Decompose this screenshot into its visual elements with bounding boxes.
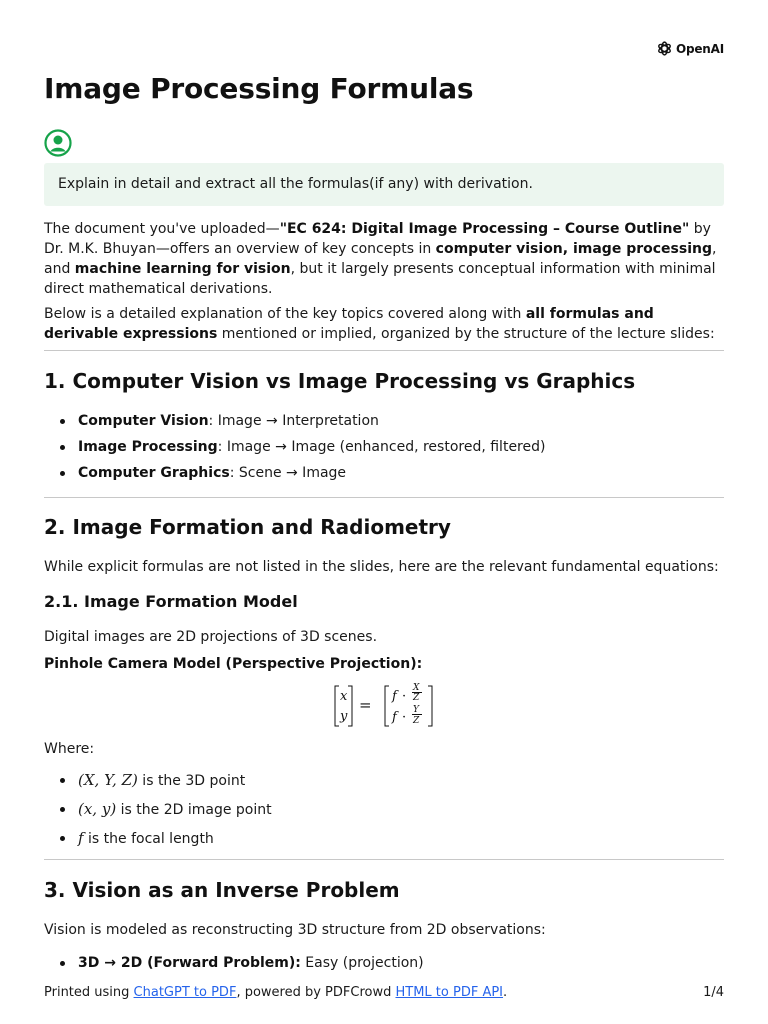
chatgpt-to-pdf-link[interactable]: ChatGPT to PDF bbox=[133, 985, 237, 1000]
divider bbox=[44, 350, 724, 351]
svg-text:Z: Z bbox=[413, 693, 420, 703]
svg-text:Z: Z bbox=[413, 716, 420, 726]
intro-paragraph: The document you've uploaded—"EC 624: Digital Image Processing – Course Outline" by Dr. M.K. Bhuyan—offers an overview of key concepts in computer vision, image processing, and machine learning for vision, but it largely presents conceptual information with minimal direct mathematical derivations. bbox=[44, 221, 717, 297]
svg-text:x: x bbox=[340, 689, 348, 704]
section-2-list bbox=[44, 770, 272, 849]
section-1-heading: 1. Computer Vision vs Image Processing vs Graphics bbox=[44, 369, 636, 393]
svg-text:X: X bbox=[413, 683, 420, 693]
openai-logo bbox=[656, 40, 724, 57]
section-3-text: Vision is modeled as reconstructing 3D structure from 2D observations: bbox=[44, 922, 546, 938]
subsection-heading: 2.1. Image Formation Model bbox=[44, 592, 298, 611]
list-item: 3D → 2D (Forward Problem): Easy (projection) bbox=[78, 955, 424, 971]
subsection-text: Digital images are 2D projections of 3D scenes. bbox=[44, 629, 378, 645]
section-3-list bbox=[44, 953, 424, 973]
user-avatar bbox=[44, 129, 72, 161]
openai-icon bbox=[656, 40, 673, 57]
list-item: (x, y) is the 2D image point bbox=[78, 800, 272, 818]
section-2-text: While explicit formulas are not listed in the slides, here are the relevant fundamental equations: bbox=[44, 559, 719, 575]
svg-text:y: y bbox=[340, 709, 348, 724]
svg-text:Y: Y bbox=[413, 705, 419, 715]
brand-name: OpenAI bbox=[675, 41, 724, 56]
list-item: Computer Vision: Image → Interpretation bbox=[78, 411, 545, 431]
svg-text:f: f bbox=[392, 689, 397, 704]
svg-text:·: · bbox=[402, 710, 407, 725]
svg-text:·: · bbox=[402, 689, 407, 704]
where-label: Where: bbox=[44, 741, 95, 757]
list-item: (X, Y, Z) is the 3D point bbox=[78, 770, 272, 791]
section-2-heading: 2. Image Formation and Radiometry bbox=[44, 515, 451, 539]
list-item: Computer Graphics: Scene → Image bbox=[78, 463, 545, 483]
intro-paragraph-2: Below is a detailed explanation of the key topics covered along with all formulas and derivable expressions mentioned or implied, organized by the structure of the lecture slides: bbox=[44, 306, 715, 342]
svg-text:f: f bbox=[392, 710, 397, 725]
page-title: Image Processing Formulas bbox=[44, 72, 474, 105]
page-footer: Printed using ChatGPT to PDF, powered by PDFCrowd HTML to PDF API. 1/4 bbox=[44, 985, 724, 1000]
svg-text:=: = bbox=[359, 696, 372, 714]
section-1-list bbox=[44, 411, 545, 483]
user-icon bbox=[44, 129, 72, 157]
list-item: f is the focal length bbox=[78, 828, 272, 849]
model-label: Pinhole Camera Model (Perspective Projection): bbox=[44, 656, 423, 672]
list-item: Image Processing: Image → Image (enhanced, restored, filtered) bbox=[78, 439, 546, 455]
html-to-pdf-api-link[interactable]: HTML to PDF API bbox=[395, 985, 504, 1000]
section-3-heading: 3. Vision as an Inverse Problem bbox=[44, 878, 400, 902]
divider bbox=[44, 859, 724, 860]
page-number: 1/4 bbox=[703, 985, 724, 1000]
divider bbox=[44, 497, 724, 498]
user-prompt: Explain in detail and extract all the formulas(if any) with derivation. bbox=[44, 163, 724, 206]
projection-equation bbox=[330, 683, 440, 729]
